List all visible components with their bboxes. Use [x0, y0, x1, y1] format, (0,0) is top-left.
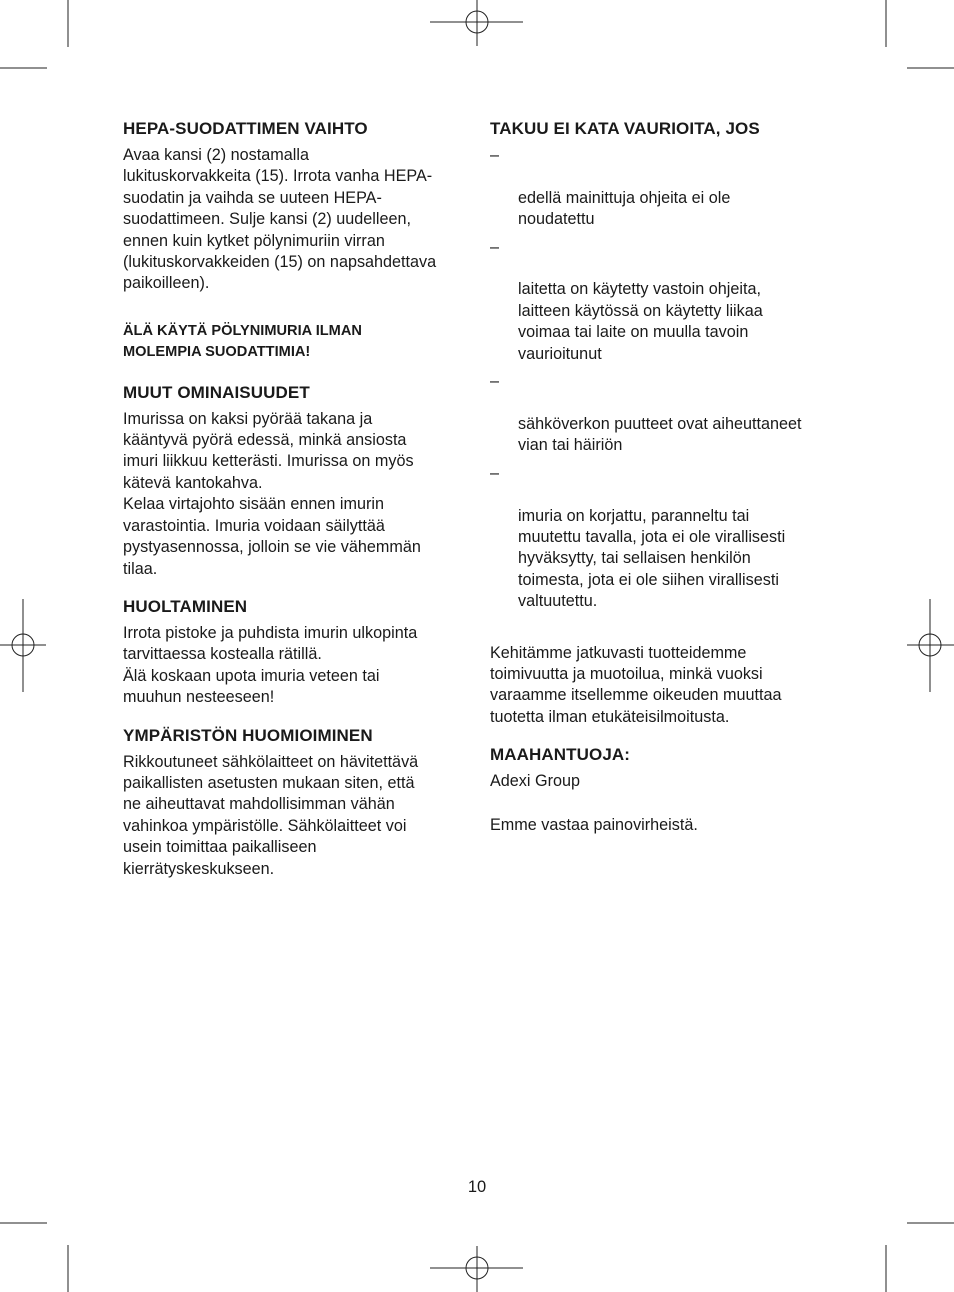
section-other-features — [123, 382, 468, 580]
body-maintenance: Irrota pistoke ja puhdista imurin ulkopinta tarvittaessa kostealla rätillä. Älä koskaan upota imuria veteen tai muuhun nesteeseen! — [123, 623, 418, 707]
warranty-list-item — [490, 237, 835, 365]
registration-mark-top — [430, 0, 523, 46]
dash-bullet: – — [490, 237, 500, 256]
heading-hepa-filter: HEPA-SUODATTIMEN VAIHTO — [123, 119, 368, 138]
warranty-list-item — [490, 145, 835, 231]
warranty-list — [490, 145, 835, 613]
heading-importer: MAAHANTUOJA: — [490, 745, 631, 765]
print-error-disclaimer: Emme vastaa painovirheistä. — [490, 815, 698, 834]
section-importer — [490, 744, 835, 792]
section-warranty — [490, 118, 835, 613]
body-environment: Rikkoutuneet sähkölaitteet on hävitettävä paikallisten asetusten mukaan siten, että ne aiheuttavat mahdollisimman vähän vahinkoa ympäristölle. Sähkölaitteet voi usein toimittaa paikalliseen kierrätyskeskukseen. — [123, 752, 419, 878]
dash-bullet: – — [490, 372, 500, 391]
page-number: 10 — [467, 1178, 487, 1196]
left-column — [123, 118, 468, 896]
warranty-item-text: edellä mainittuja ohjeita ei ole noudatettu — [518, 188, 731, 229]
warranty-list-item — [490, 463, 835, 613]
section-environment — [123, 725, 468, 880]
warranty-list-item — [490, 371, 835, 457]
heading-environment: YMPÄRISTÖN HUOMIOIMINEN — [123, 725, 373, 745]
warranty-item-text: sähköverkon puutteet ovat aiheuttaneet vian tai häiriön — [518, 414, 802, 455]
section-hepa-filter — [123, 118, 468, 295]
registration-mark-left — [0, 599, 46, 692]
dash-bullet: – — [490, 463, 500, 482]
heading-maintenance: HUOLTAMINEN — [123, 596, 248, 616]
development-note: Kehitämme jatkuvasti tuotteidemme toimivuutta ja muotoilua, minkä vuoksi varaamme itsellemme oikeuden muuttaa tuotetta ilman etukäteisilmoitusta. — [490, 643, 782, 726]
section-maintenance — [123, 596, 468, 709]
right-column — [490, 118, 835, 836]
body-hepa-filter: Avaa kansi (2) nostamalla lukituskorvakkeita (15). Irrota vanha HEPA- suodatin ja vaihda se uuteen HEPA- suodattimeen. Sulje kansi (2) uudelleen, ennen kuin kytket pölynimuriin virran (lukituskorvakkeiden (15) on napsahdettava paikoilleen). — [123, 146, 437, 293]
warranty-item-text: laitetta on käytetty vastoin ohjeita, laitteen käytössä on käytetty liikaa voimaa tai laite on muulla tavoin vaurioitunut — [518, 280, 763, 363]
body-other-features: Imurissa on kaksi pyörää takana ja kääntyvä pyörä edessä, minkä ansiosta imuri liikkuu ketterästi. Imurissa on myös kätevä kantokahva. Kelaa virtajohto sisään ennen imurin varastointia. Imuria voidaan säilyttää pystyasennossa, jolloin se vie vähemmän tilaa. — [123, 409, 421, 578]
importer-name: Adexi Group — [490, 772, 580, 791]
heading-other-features: MUUT OMINAISUUDET — [123, 382, 310, 402]
warranty-item-text: imuria on korjattu, paranneltu tai muutettu tavalla, jota ei ole virallisesti hyväksytty, tai sellaisen henkilön toimesta, jota ei ole siihen virallisesti valtuutettu. — [518, 506, 786, 611]
warning-filters: ÄLÄ KÄYTÄ PÖLYNIMURIA ILMAN MOLEMPIA SUODATTIMIA! — [123, 322, 362, 361]
dash-bullet: – — [490, 146, 500, 164]
registration-mark-right — [907, 599, 954, 692]
heading-warranty: TAKUU EI KATA VAURIOITA, JOS — [490, 119, 760, 138]
registration-mark-bottom — [430, 1246, 523, 1292]
